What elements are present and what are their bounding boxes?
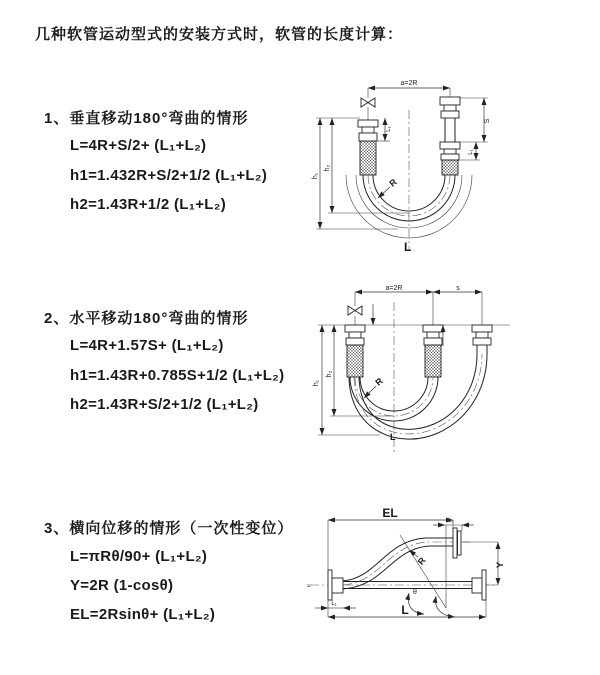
dim-label-r: R [415, 555, 428, 567]
hose-u-loop-position2 [349, 354, 487, 439]
diagram-vertical-180-bend [312, 72, 596, 264]
dim-label-l: L [401, 603, 409, 617]
formula-line: h1=1.432R+S/2+1/2 (L₁+L₂) [70, 167, 268, 184]
dimension-l1-bottom [315, 601, 356, 608]
section-3-heading: 3、横向位移的情形（一次性变位） [44, 520, 294, 537]
dimension-l1-right [458, 142, 480, 160]
dim-label-l: L [404, 240, 412, 254]
right-pipe-fitting [472, 325, 492, 354]
dimension-s [460, 98, 491, 142]
diagram-horizontal-180-bend [310, 282, 598, 468]
left-pipe-fitting [358, 120, 378, 175]
dim-label-l1: L₁ [386, 126, 392, 132]
dim-label-theta: θ [413, 589, 417, 596]
formula-line: EL=2Rsinθ+ (L₁+L₂) [70, 606, 216, 623]
dim-label-l1: L₁ [331, 601, 337, 607]
page-title: 几种软管运动型式的安装方式时，软管的长度计算： [35, 26, 404, 43]
dimension-theta [408, 589, 455, 617]
left-pipe-fitting [345, 325, 365, 377]
section-2-heading: 2、水平移动180°弯曲的情形 [44, 310, 249, 327]
dim-label-s: s [456, 285, 460, 292]
diagram-lateral-displacement [305, 505, 600, 630]
formula-line: h2=1.43R+S/2+1/2 (L₁+L₂) [70, 396, 259, 413]
radius-leader [364, 375, 385, 398]
formula-line: h2=1.43R+1/2 (L₁+L₂) [70, 196, 227, 213]
dimension-a2r [355, 285, 433, 292]
dimension-a2r [368, 80, 450, 97]
formula-line: L=4R+1.57S+ (L₁+L₂) [70, 337, 224, 354]
formula-line: L=πRθ/90+ (L₁+L₂) [70, 548, 208, 565]
dim-label-h1: h₁ [313, 379, 320, 387]
dim-label-h2: h₂ [324, 164, 331, 172]
dim-label-r: R [387, 176, 399, 189]
dim-label-l1: L₁ [468, 149, 474, 155]
formula-line: Y=2R (1-cosθ) [70, 577, 174, 594]
upper-flange [453, 528, 473, 558]
dim-label-a2r: a=2R [400, 80, 418, 87]
dim-label-l1: L₁ [448, 518, 454, 524]
dimension-l [328, 600, 486, 617]
formula-line: L=4R+S/2+ (L₁+L₂) [70, 137, 207, 154]
axis-break-mark: ≈ [307, 583, 311, 590]
section-1-heading: 1、垂直移动180°弯曲的情形 [44, 110, 249, 127]
dim-label-r: R [373, 375, 385, 388]
valve-icon [348, 292, 362, 325]
dim-label-a2r: a=2R [385, 285, 403, 292]
middle-pipe-fitting [423, 325, 443, 377]
dim-label-h2: h₂ [326, 370, 333, 378]
right-pipe-fitting [440, 97, 460, 175]
formula-line: h1=1.43R+0.785S+1/2 (L₁+L₂) [70, 367, 285, 384]
valve-icon [361, 88, 375, 120]
radius-leader [378, 176, 399, 198]
dim-label-h1: h₁ [312, 172, 319, 180]
dim-label-l: L [390, 432, 396, 442]
right-flange [472, 570, 486, 600]
left-flange [328, 570, 343, 600]
dim-label-y: Y [495, 561, 505, 569]
dimension-s [433, 285, 482, 325]
dim-label-s: S [484, 118, 491, 124]
dim-label-el: EL [382, 506, 398, 520]
